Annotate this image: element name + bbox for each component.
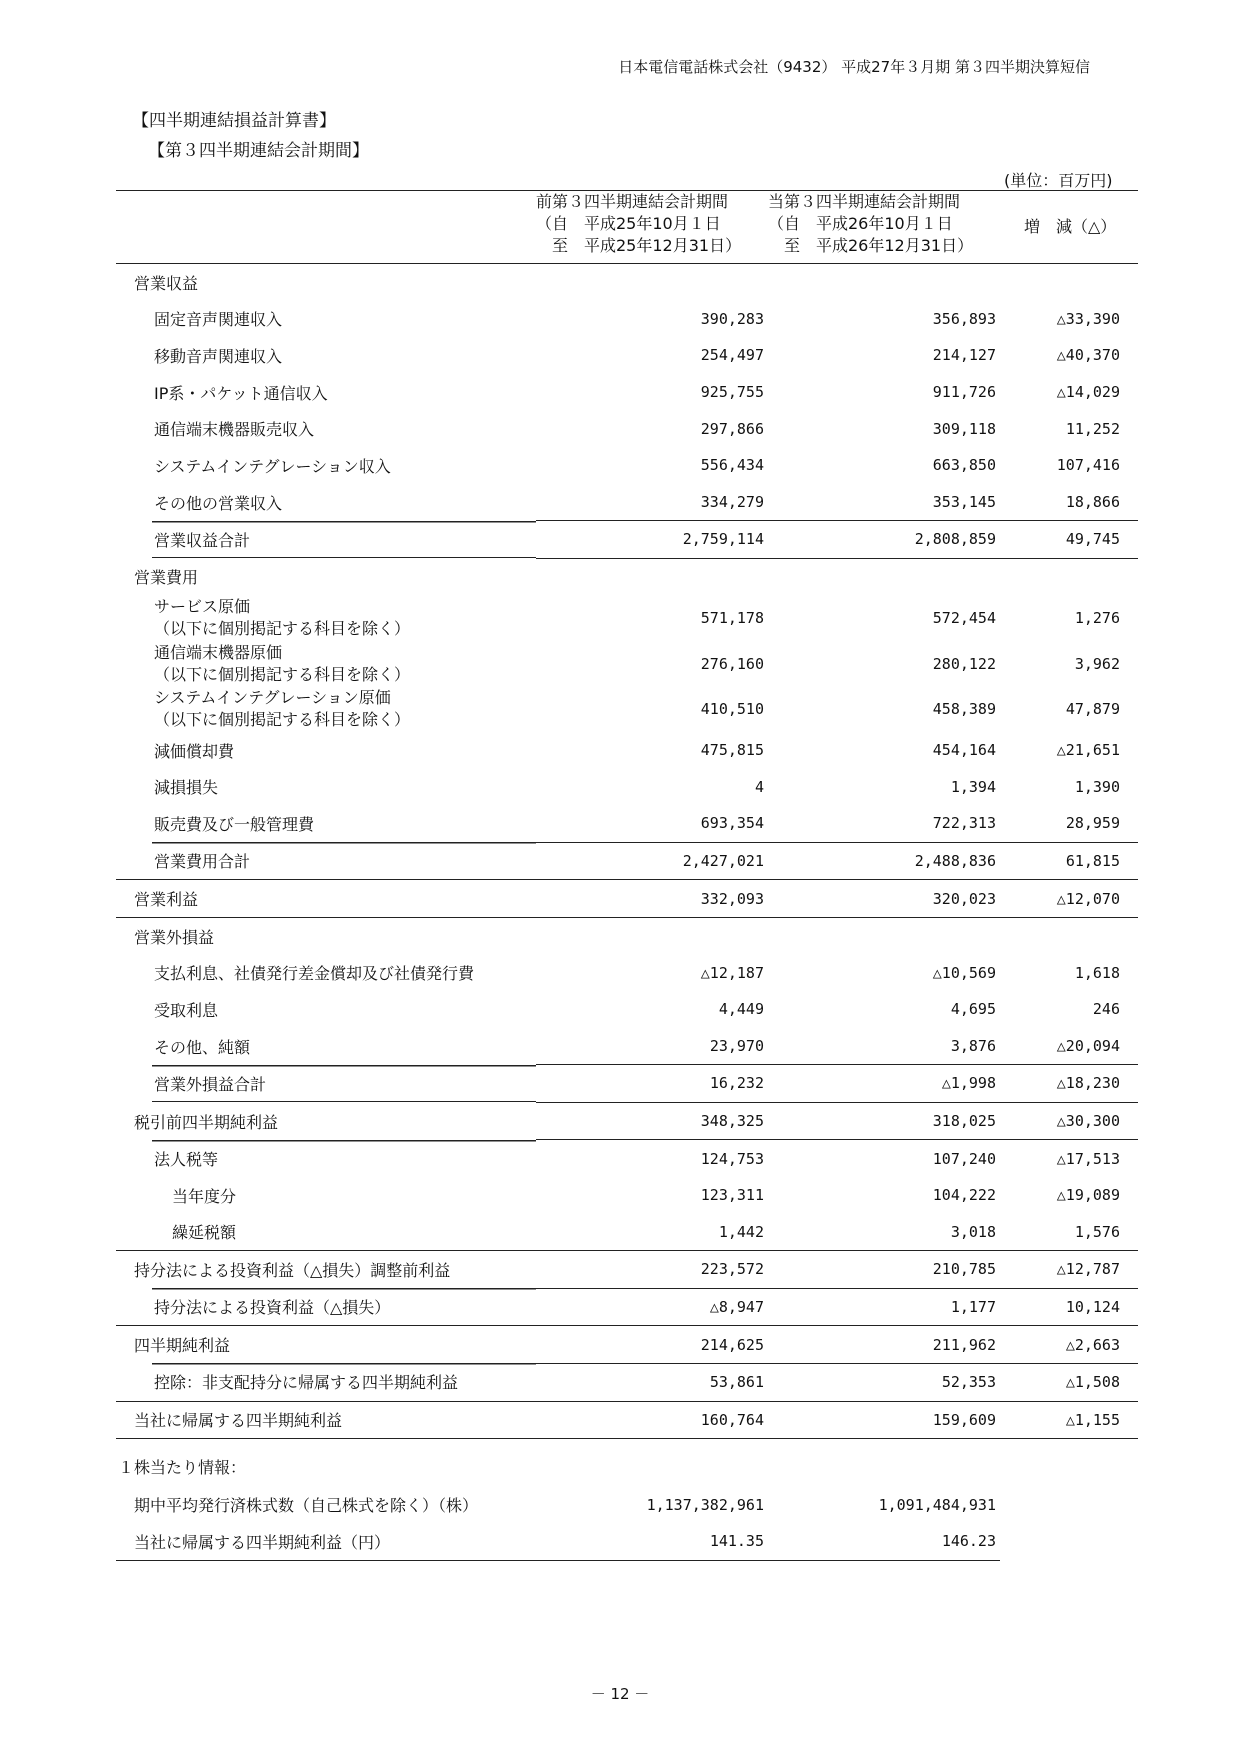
- per-share-table: [116, 1450, 1000, 1561]
- diff-value: 1,576: [1074, 1222, 1120, 1241]
- row-label: 営業利益: [116, 880, 536, 918]
- curr-value: 52,353: [768, 1363, 1000, 1401]
- table-row: [116, 1401, 1138, 1439]
- prev-value: [536, 558, 768, 595]
- table-row: [116, 264, 1138, 301]
- table-row: [116, 842, 1138, 880]
- period-title: 【第３四半期連結会計期間】: [148, 141, 369, 161]
- table-row: [116, 732, 1138, 769]
- prev-value: [536, 917, 768, 954]
- diff-value: △20,094: [1056, 1036, 1120, 1055]
- row-label: 販売費及び一般管理費: [154, 815, 315, 835]
- curr-value: 318,025: [932, 1112, 996, 1131]
- table-row: [116, 641, 1138, 687]
- prev-value: 334,279: [700, 492, 764, 511]
- header-blank: [116, 191, 536, 264]
- prev-value: 410,510: [700, 700, 764, 719]
- table-row: [116, 558, 1138, 595]
- prev-value: 332,093: [536, 880, 768, 918]
- diff-value: △33,390: [1056, 309, 1120, 328]
- prev-value: 348,325: [700, 1112, 764, 1131]
- curr-value: [768, 264, 1000, 301]
- prev-value: 214,625: [536, 1326, 768, 1364]
- table-row: [116, 374, 1138, 411]
- table-row: [116, 880, 1138, 918]
- row-label: 減損損失: [154, 778, 219, 798]
- table-row: [116, 484, 1138, 521]
- prev-value: 297,866: [700, 419, 764, 438]
- prev-value: 16,232: [536, 1065, 768, 1103]
- row-label: 固定音声関連収入: [154, 310, 283, 330]
- diff-value: 18,866: [1065, 492, 1120, 511]
- curr-value: 280,122: [932, 654, 996, 673]
- row-label: 受取利息: [154, 1000, 219, 1020]
- row-label: 持分法による投資利益（△損失）調整前利益: [116, 1251, 536, 1289]
- row-label: 当社に帰属する四半期純利益（円）: [116, 1523, 536, 1560]
- row-label: 営業外損益合計: [116, 1065, 536, 1103]
- per-share-title: １株当たり情報：: [118, 1458, 247, 1477]
- row-label: IP系・パケット通信収入: [154, 383, 328, 403]
- curr-value: 214,127: [932, 346, 996, 365]
- table-row: [116, 1326, 1138, 1364]
- row-label: 持分法による投資利益（△損失）: [116, 1288, 536, 1326]
- prev-value: 2,759,114: [536, 521, 768, 559]
- diff-value: △40,370: [1056, 346, 1120, 365]
- curr-value: 4,695: [950, 1000, 996, 1019]
- diff-value: 1,618: [1074, 963, 1120, 982]
- curr-value: △10,569: [932, 963, 996, 982]
- table-row: [116, 1028, 1138, 1065]
- row-label: 税引前四半期純利益: [134, 1112, 279, 1132]
- row-label: 当年度分: [172, 1186, 237, 1206]
- curr-value: 211,962: [768, 1326, 1000, 1364]
- prev-value: 1,137,382,961: [646, 1495, 764, 1514]
- curr-value: 572,454: [932, 609, 996, 628]
- diff-value: △18,230: [1000, 1065, 1138, 1103]
- header-diff: 増 減（△）: [1000, 191, 1138, 264]
- curr-value: 1,177: [768, 1288, 1000, 1326]
- table-row: [116, 337, 1138, 374]
- diff-value: [1000, 917, 1138, 954]
- row-label: 営業収益: [134, 273, 199, 293]
- prev-value: 254,497: [700, 346, 764, 365]
- table-row: [116, 521, 1138, 559]
- curr-value: 722,313: [932, 814, 996, 833]
- row-label: 営業収益合計: [116, 521, 536, 559]
- row-label: 移動音声関連収入: [154, 346, 283, 366]
- prev-value: 4,449: [718, 1000, 764, 1019]
- row-label: その他、純額: [154, 1037, 251, 1057]
- prev-value: △12,187: [700, 963, 764, 982]
- row-label: システムインテグレーション収入: [154, 456, 391, 476]
- table-row: [116, 1102, 1138, 1140]
- prev-value: 390,283: [700, 309, 764, 328]
- prev-value: 123,311: [700, 1186, 764, 1205]
- diff-value: △14,029: [1056, 383, 1120, 402]
- prev-value: 276,160: [700, 654, 764, 673]
- row-label: 四半期純利益: [116, 1326, 536, 1364]
- table-row: [116, 595, 1138, 641]
- prev-value: 223,572: [536, 1251, 768, 1289]
- row-label: サービス原価 （以下に個別掲記する科目を除く）: [154, 597, 411, 639]
- diff-value: 1,276: [1074, 609, 1120, 628]
- table-row: [116, 447, 1138, 484]
- prev-value: 2,427,021: [536, 842, 768, 880]
- spacer-row: [116, 1450, 1000, 1487]
- prev-value: 141.35: [536, 1523, 768, 1560]
- diff-value: △21,651: [1056, 741, 1120, 760]
- diff-value: 28,959: [1065, 814, 1120, 833]
- curr-value: 458,389: [932, 700, 996, 719]
- curr-value: 454,164: [932, 741, 996, 760]
- diff-value: 47,879: [1065, 700, 1120, 719]
- prev-value: 1,442: [718, 1222, 764, 1241]
- table-row: [116, 1177, 1138, 1214]
- prev-value: 23,970: [709, 1036, 764, 1055]
- diff-value: △17,513: [1000, 1140, 1138, 1177]
- curr-value: 3,018: [950, 1222, 996, 1241]
- row-label: 減価償却費: [154, 741, 235, 761]
- diff-value: 1,390: [1074, 777, 1120, 796]
- curr-value: [768, 917, 1000, 954]
- prev-value: 925,755: [700, 383, 764, 402]
- diff-value: △1,508: [1000, 1363, 1138, 1401]
- prev-value: 53,861: [536, 1363, 768, 1401]
- income-statement-table: [116, 190, 1138, 1439]
- row-label: 法人税等: [116, 1140, 536, 1177]
- prev-value: [536, 264, 768, 301]
- header-curr-period: 当第３四半期連結会計期間 （自 平成26年10月１日 至 平成26年12月31日）: [768, 191, 1000, 264]
- curr-value: 146.23: [768, 1523, 1000, 1560]
- curr-value: 107,240: [768, 1140, 1000, 1177]
- diff-value: △12,787: [1000, 1251, 1138, 1289]
- table-row: [116, 1487, 1000, 1524]
- prev-value: △8,947: [536, 1288, 768, 1326]
- row-label: 繰延税額: [172, 1223, 237, 1243]
- page-number: － 12 －: [590, 1685, 650, 1703]
- curr-value: △1,998: [768, 1065, 1000, 1103]
- document-header: 日本電信電話株式会社（9432） 平成27年３月期 第３四半期決算短信: [618, 58, 1090, 76]
- row-label: 営業費用: [134, 568, 199, 588]
- header-prev-period: 前第３四半期連結会計期間 （自 平成25年10月１日 至 平成25年12月31日）: [536, 191, 768, 264]
- prev-value: 571,178: [700, 609, 764, 628]
- diff-value: 3,962: [1074, 654, 1120, 673]
- diff-value: △12,070: [1000, 880, 1138, 918]
- table-row: [116, 1363, 1138, 1401]
- statement-title: 【四半期連結損益計算書】: [132, 111, 336, 131]
- table-row: [116, 410, 1138, 447]
- curr-value: 2,808,859: [768, 521, 1000, 559]
- row-label: その他の営業収入: [154, 493, 283, 513]
- table-row: [116, 991, 1138, 1028]
- table-row: [116, 301, 1138, 338]
- curr-value: 320,023: [768, 880, 1000, 918]
- prev-value: 124,753: [536, 1140, 768, 1177]
- table-row: [116, 1288, 1138, 1326]
- curr-value: 159,609: [768, 1401, 1000, 1439]
- curr-value: 104,222: [932, 1186, 996, 1205]
- curr-value: 309,118: [932, 419, 996, 438]
- diff-value: △19,089: [1056, 1186, 1120, 1205]
- row-label: 営業外損益: [134, 927, 215, 947]
- diff-value: △30,300: [1056, 1112, 1120, 1131]
- diff-value: △1,155: [1000, 1401, 1138, 1439]
- diff-value: 246: [1092, 1000, 1120, 1019]
- table-row: [116, 1214, 1138, 1251]
- table-row: [116, 805, 1138, 842]
- curr-value: 911,726: [932, 383, 996, 402]
- curr-value: 663,850: [932, 456, 996, 475]
- row-label: 控除：非支配持分に帰属する四半期純利益: [116, 1363, 536, 1401]
- prev-value: 556,434: [700, 456, 764, 475]
- diff-value: 11,252: [1065, 419, 1120, 438]
- prev-value: 693,354: [700, 814, 764, 833]
- curr-value: 353,145: [932, 492, 996, 511]
- table-row: [116, 1251, 1138, 1289]
- curr-value: 1,091,484,931: [878, 1495, 996, 1514]
- table-row: [116, 1065, 1138, 1103]
- curr-value: 356,893: [932, 309, 996, 328]
- table-row: [116, 768, 1138, 805]
- row-label: 期中平均発行済株式数（自己株式を除く）（株）: [134, 1496, 479, 1516]
- row-label: 営業費用合計: [116, 842, 536, 880]
- curr-value: 1,394: [950, 777, 996, 796]
- row-label: 通信端末機器販売収入: [154, 420, 315, 440]
- row-label: システムインテグレーション原価 （以下に個別掲記する科目を除く）: [154, 688, 411, 730]
- diff-value: 10,124: [1000, 1288, 1138, 1326]
- diff-value: 61,815: [1000, 842, 1138, 880]
- prev-value: 160,764: [536, 1401, 768, 1439]
- row-label: 通信端末機器原価 （以下に個別掲記する科目を除く）: [154, 642, 411, 684]
- prev-value: 475,815: [700, 741, 764, 760]
- diff-value: [1000, 558, 1138, 595]
- table-row: [116, 917, 1138, 954]
- unit-label: (単位：百万円): [1004, 171, 1113, 190]
- curr-value: 210,785: [768, 1251, 1000, 1289]
- curr-value: 3,876: [950, 1036, 996, 1055]
- prev-value: 4: [754, 777, 764, 796]
- curr-value: [768, 558, 1000, 595]
- table-row: [116, 1523, 1000, 1560]
- table-row: [116, 954, 1138, 991]
- table-header-row: [116, 191, 1138, 264]
- table-row: [116, 686, 1138, 732]
- row-label: 支払利息、社債発行差金償却及び社債発行費: [154, 964, 475, 984]
- diff-value: 107,416: [1056, 456, 1120, 475]
- diff-value: 49,745: [1000, 521, 1138, 559]
- diff-value: [1000, 264, 1138, 301]
- row-label: 当社に帰属する四半期純利益: [116, 1401, 536, 1439]
- table-row: [116, 1140, 1138, 1177]
- curr-value: 2,488,836: [768, 842, 1000, 880]
- diff-value: △2,663: [1000, 1326, 1138, 1364]
